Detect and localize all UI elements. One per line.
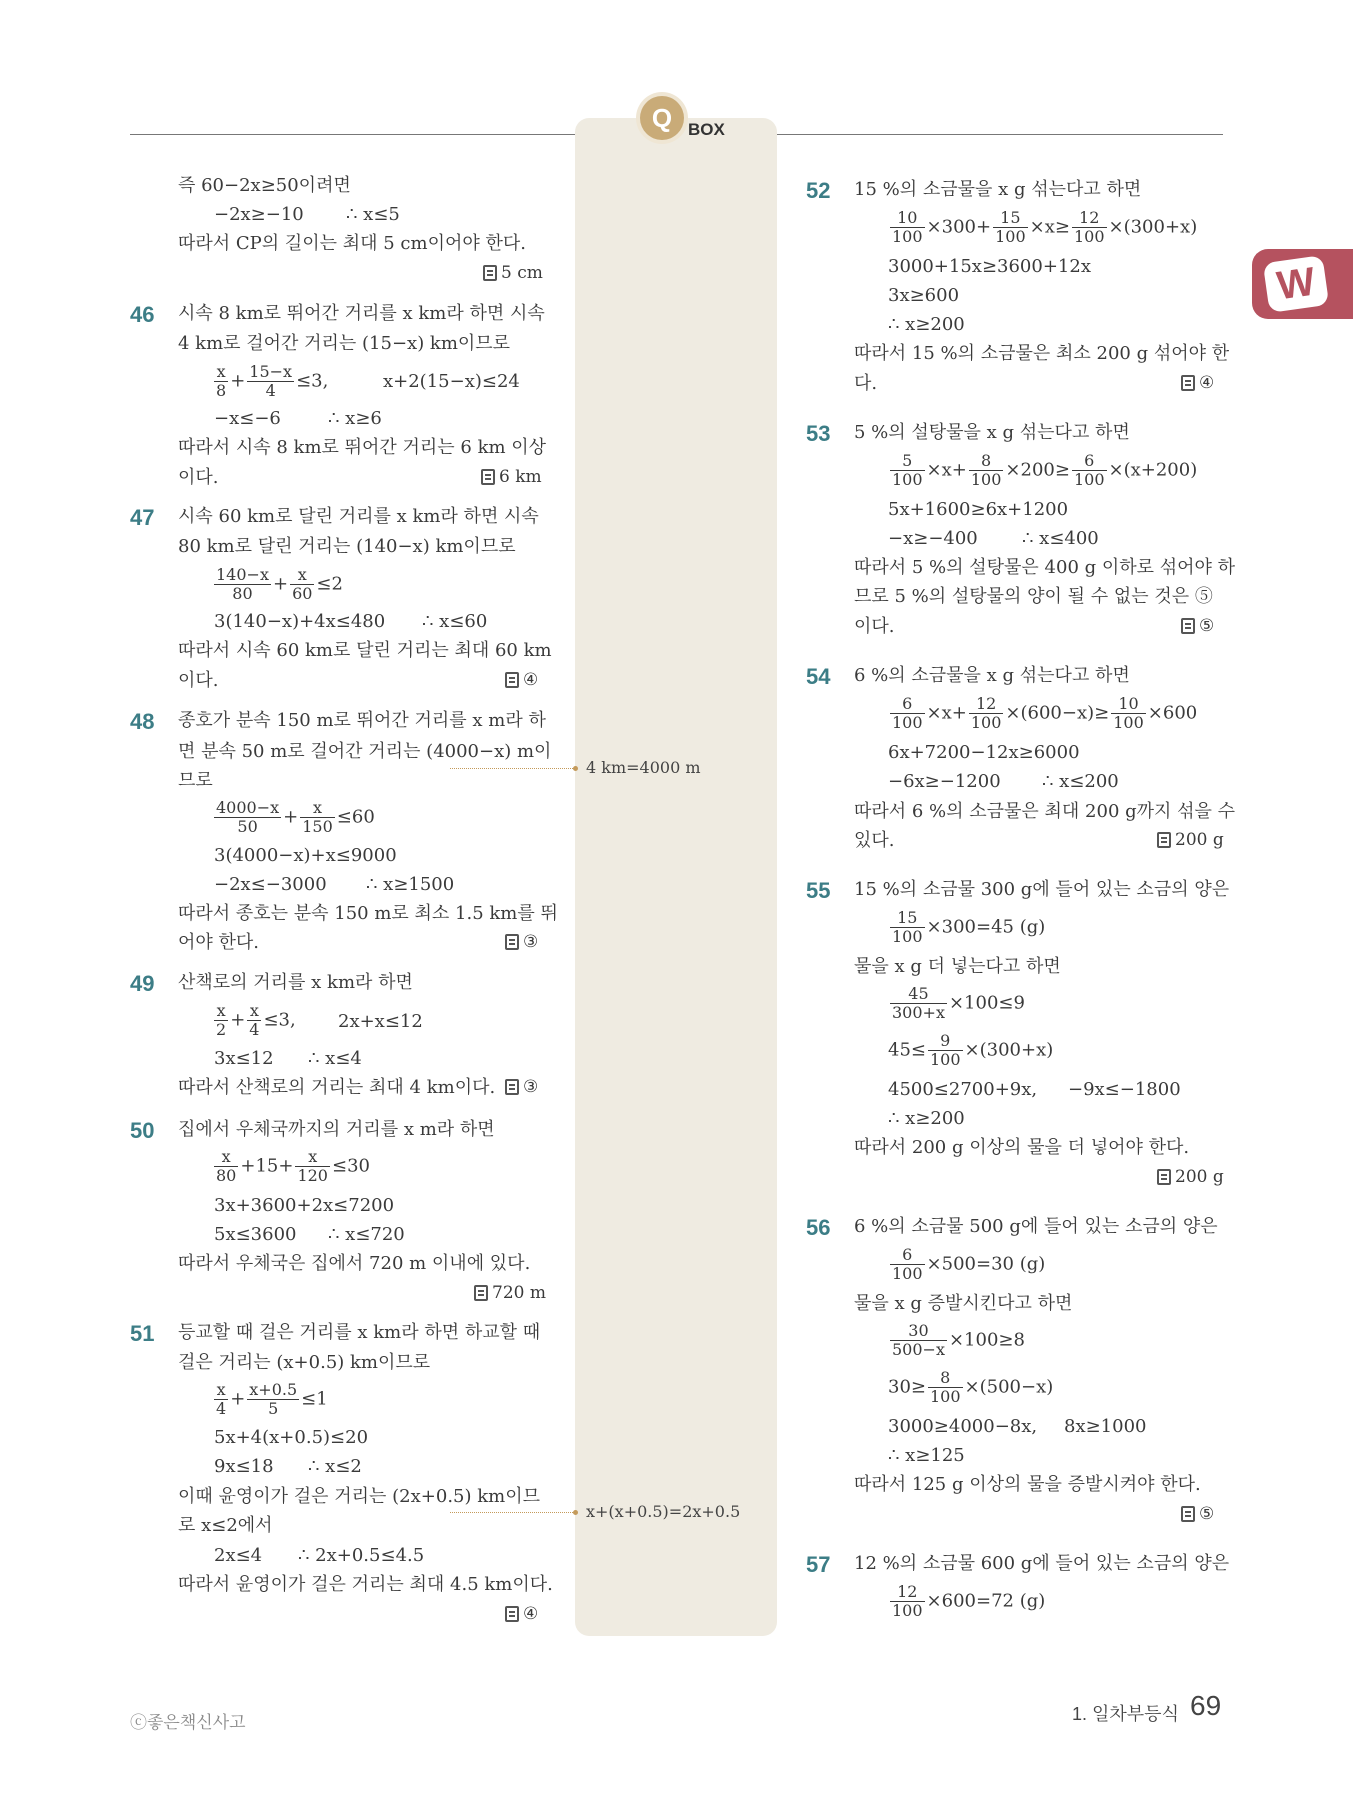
- solution-line: 다.: [854, 373, 878, 394]
- problem-number: 53: [806, 421, 831, 446]
- answer-icon: [505, 934, 519, 950]
- problem-number: 47: [130, 505, 155, 530]
- solution-line: 9x≤18: [214, 1456, 274, 1477]
- answer-text: 6 km: [499, 467, 542, 487]
- note-leader: [450, 1512, 575, 1513]
- answer-icon: [474, 1285, 488, 1301]
- answer: [481, 467, 542, 487]
- fraction-equation: $\frac{30}{500-x}$ ×100≥8: [892, 1321, 1025, 1359]
- solution-line: −9x≤−1800: [1068, 1079, 1181, 1100]
- solution-line: 이다.: [854, 616, 895, 637]
- solution-line: ∴ x≤60: [422, 611, 488, 632]
- problem-number: 56: [806, 1215, 831, 1240]
- fraction-equation: $\frac{10}{100}$ ×300+ $\frac{15}{100}$ ×x≥ $\frac{12}{100}$ ×(300+x): [892, 208, 1198, 246]
- solution-line: 종호가 분속 150 m로 뛰어간 거리를 x m라 하: [178, 710, 546, 731]
- fraction-equation: $\frac{x}{80}$ +15+ $\frac{x}{120}$ ≤30: [216, 1147, 370, 1185]
- problem-number: 54: [806, 664, 831, 689]
- solution-line: −x≤−6: [214, 408, 281, 429]
- solution-line: 5x+4(x+0.5)≤20: [214, 1427, 369, 1448]
- fraction-equation: $\frac{6}{100}$ ×x+ $\frac{12}{100}$ ×(600−x)≥ $\frac{10}{100}$ ×600: [892, 694, 1198, 732]
- fraction-equation: 30≥ $\frac{8}{100}$ ×(500−x): [888, 1368, 1054, 1406]
- solution-line: 이다.: [178, 467, 219, 488]
- answer-icon: [1181, 1506, 1195, 1522]
- solution-line: 있다.: [854, 830, 895, 851]
- problem-number: 51: [130, 1321, 155, 1346]
- note-leader: [450, 768, 575, 769]
- answer-text: 200 g: [1175, 830, 1224, 850]
- solution-line: ∴ x≥125: [888, 1445, 965, 1466]
- answer-icon: [1157, 1169, 1171, 1185]
- section-tab: [1252, 249, 1353, 319]
- chapter-title: 1. 일차부등식: [1072, 1704, 1179, 1724]
- solution-line: 6 %의 소금물을 x g 섞는다고 하면: [854, 665, 1130, 686]
- answer-text: ④: [523, 670, 539, 690]
- solution-line: 따라서 125 g 이상의 물을 증발시켜야 한다.: [854, 1474, 1201, 1495]
- solution-line: ∴ 2x+0.5≤4.5: [298, 1545, 425, 1566]
- answer: [1181, 1504, 1214, 1524]
- solution-line: 3(4000−x)+x≤9000: [214, 845, 397, 866]
- solution-line: ∴ x≤400: [1022, 528, 1099, 549]
- solution-line: −x≥−400: [888, 528, 978, 549]
- problem-number: 52: [806, 178, 831, 203]
- solution-line: 3(140−x)+4x≤480: [214, 611, 386, 632]
- answer: [1157, 830, 1224, 850]
- problem-number: 49: [130, 971, 155, 996]
- solution-line: 따라서 6 %의 소금물은 최대 200 g까지 섞을 수: [854, 801, 1236, 822]
- solution-line: 시속 8 km로 뛰어간 거리를 x km라 하면 시속: [178, 303, 545, 324]
- solution-line: −2x≥−10: [214, 204, 304, 225]
- fraction-equation: 45≤ $\frac{9}{100}$ ×(300+x): [888, 1031, 1054, 1069]
- qbox-note: 4 km=4000 m: [586, 758, 701, 777]
- qbox-column: [575, 118, 777, 1636]
- solution-line: 6 %의 소금물 500 g에 들어 있는 소금의 양은: [854, 1216, 1218, 1237]
- solution-line: 따라서 종호는 분속 150 m로 최소 1.5 km를 뛰: [178, 903, 558, 924]
- solution-line: −2x≤−3000: [214, 874, 327, 895]
- problem-number: 57: [806, 1552, 831, 1577]
- answer-icon: [1181, 618, 1195, 634]
- solution-line: 이때 윤영이가 걸은 거리는 (2x+0.5) km이므: [178, 1486, 540, 1507]
- solution-line: ∴ x≥6: [328, 408, 382, 429]
- solution-line: ∴ x≥1500: [366, 874, 455, 895]
- solution-line: 로 x≤2에서: [178, 1515, 273, 1536]
- solution-line: 따라서 15 %의 소금물은 최소 200 g 섞어야 한: [854, 343, 1230, 364]
- fraction-equation: $\frac{x}{8}$ + $\frac{15-x}{4}$ ≤3,: [216, 362, 329, 400]
- solution-line: 시속 60 km로 달린 거리를 x km라 하면 시속: [178, 506, 539, 527]
- solution-line: 3000+15x≥3600+12x: [888, 256, 1091, 277]
- top-rule-right: [777, 134, 1223, 135]
- answer-icon: [505, 1079, 519, 1095]
- answer-icon: [1157, 832, 1171, 848]
- solution-line: 5x≤3600: [214, 1224, 297, 1245]
- answer-text: 200 g: [1175, 1167, 1224, 1187]
- solution-line: 므로: [178, 770, 213, 791]
- top-rule-left: [130, 134, 575, 135]
- problem-number: 46: [130, 302, 155, 327]
- solution-line: 5x+1600≥6x+1200: [888, 499, 1069, 520]
- solution-line: 따라서 200 g 이상의 물을 더 넣어야 한다.: [854, 1137, 1190, 1158]
- solution-line: 물을 x g 더 넣는다고 하면: [854, 956, 1061, 977]
- solution-line: ∴ x≤720: [328, 1224, 405, 1245]
- solution-line: x+2(15−x)≤24: [383, 371, 520, 392]
- solution-line: 등교할 때 걸은 거리를 x km라 하면 하교할 때: [178, 1322, 541, 1343]
- solution-line: 15 %의 소금물을 x g 섞는다고 하면: [854, 179, 1142, 200]
- solution-line: 걸은 거리는 (x+0.5) km이므로: [178, 1352, 431, 1373]
- solution-line: 3x≥600: [888, 285, 960, 306]
- answer: [1181, 616, 1214, 636]
- answer-text: ③: [523, 1077, 539, 1097]
- note-bullet: [573, 1510, 578, 1515]
- qbox-label: BOX: [688, 120, 725, 139]
- solution-line: 이다.: [178, 670, 219, 691]
- solution-line: 2x+x≤12: [338, 1011, 423, 1032]
- answer-text: 5 cm: [501, 263, 543, 283]
- solution-line: 따라서 윤영이가 걸은 거리는 최대 4.5 km이다.: [178, 1574, 553, 1595]
- solution-line: 4500≤2700+9x,: [888, 1079, 1038, 1100]
- answer-text: ⑤: [1199, 1504, 1215, 1524]
- solution-line: 즉 60−2x≥50이려면: [178, 175, 351, 196]
- solution-line: 므로 5 %의 설탕물의 양이 될 수 없는 것은 ⑤: [854, 586, 1213, 607]
- fraction-equation: $\frac{x}{2}$ + $\frac{x}{4}$ ≤3,: [216, 1001, 296, 1039]
- solution-line: 어야 한다.: [178, 932, 259, 953]
- solution-line: ∴ x≤2: [308, 1456, 362, 1477]
- answer-icon: [505, 1606, 519, 1622]
- solution-line: 8x≥1000: [1064, 1416, 1147, 1437]
- solution-line: ∴ x≥200: [888, 314, 965, 335]
- problem-number: 50: [130, 1118, 155, 1143]
- answer: [483, 263, 543, 283]
- answer-text: 720 m: [492, 1283, 546, 1303]
- answer: [474, 1283, 546, 1303]
- solution-line: −6x≥−1200: [888, 771, 1001, 792]
- solution-line: 15 %의 소금물 300 g에 들어 있는 소금의 양은: [854, 879, 1230, 900]
- solution-line: 면 분속 50 m로 걸어간 거리는 (4000−x) m이: [178, 741, 552, 762]
- note-bullet: [573, 766, 578, 771]
- problem-number: 55: [806, 878, 831, 903]
- answer-icon: [483, 265, 497, 281]
- answer: [505, 932, 538, 952]
- solution-line: 2x≤4: [214, 1545, 263, 1566]
- answer-text: ⑤: [1199, 616, 1215, 636]
- fraction-equation: $\frac{6}{100}$ ×500=30 (g): [892, 1245, 1046, 1283]
- solution-line: 4 km로 걸어간 거리는 (15−x) km이므로: [178, 333, 511, 354]
- solution-line: 따라서 CP의 길이는 최대 5 cm이어야 한다.: [178, 233, 526, 254]
- w-logo-icon: W: [1263, 255, 1329, 313]
- solution-line: 따라서 우체국은 집에서 720 m 이내에 있다.: [178, 1253, 531, 1274]
- solution-line: 산책로의 거리를 x km라 하면: [178, 972, 413, 993]
- answer-text: ④: [1199, 373, 1215, 393]
- answer: [1181, 373, 1214, 393]
- solution-line: 3x+3600+2x≤7200: [214, 1195, 395, 1216]
- solution-line: 5 %의 설탕물을 x g 섞는다고 하면: [854, 422, 1130, 443]
- fraction-equation: $\frac{15}{100}$ ×300=45 (g): [892, 908, 1046, 946]
- solution-line: 따라서 시속 8 km로 뛰어간 거리는 6 km 이상: [178, 437, 547, 458]
- answer: [1157, 1167, 1224, 1187]
- answer-text: ④: [523, 1604, 539, 1624]
- answer-text: ③: [523, 932, 539, 952]
- solution-line: ∴ x≤5: [346, 204, 400, 225]
- solution-line: 3x≤12: [214, 1048, 274, 1069]
- page-number: 69: [1190, 1690, 1222, 1721]
- fraction-equation: $\frac{45}{300+x}$ ×100≤9: [892, 984, 1025, 1022]
- answer: [505, 1077, 538, 1097]
- fraction-equation: $\frac{4000-x}{50}$ + $\frac{x}{150}$ ≤60: [216, 798, 375, 836]
- solution-line: ∴ x≥200: [888, 1108, 965, 1129]
- answer: [505, 670, 538, 690]
- answer-icon: [1181, 375, 1195, 391]
- solution-line: 따라서 시속 60 km로 달린 거리는 최대 60 km: [178, 640, 552, 661]
- answer-icon: [505, 672, 519, 688]
- solution-line: 80 km로 달린 거리는 (140−x) km이므로: [178, 536, 516, 557]
- answer-icon: [481, 469, 495, 485]
- solution-line: 6x+7200−12x≥6000: [888, 742, 1080, 763]
- copyright-text: ⓒ좋은책신사고: [130, 1713, 246, 1732]
- solution-line: 따라서 산책로의 거리는 최대 4 km이다.: [178, 1077, 496, 1098]
- fraction-equation: $\frac{140-x}{80}$ + $\frac{x}{60}$ ≤2: [216, 565, 343, 603]
- answer: [505, 1604, 538, 1624]
- solution-line: 12 %의 소금물 600 g에 들어 있는 소금의 양은: [854, 1553, 1230, 1574]
- qbox-note: x+(x+0.5)=2x+0.5: [586, 1502, 741, 1521]
- fraction-equation: $\frac{5}{100}$ ×x+ $\frac{8}{100}$ ×200≥ $\frac{6}{100}$ ×(x+200): [892, 451, 1198, 489]
- fraction-equation: $\frac{x}{4}$ + $\frac{x+0.5}{5}$ ≤1: [216, 1380, 328, 1418]
- solution-line: 물을 x g 증발시킨다고 하면: [854, 1293, 1073, 1314]
- problem-number: 48: [130, 709, 155, 734]
- solution-line: 집에서 우체국까지의 거리를 x m라 하면: [178, 1119, 495, 1140]
- solution-line: ∴ x≤4: [308, 1048, 362, 1069]
- solution-line: 따라서 5 %의 설탕물은 400 g 이하로 섞어야 하: [854, 557, 1236, 578]
- fraction-equation: $\frac{12}{100}$ ×600=72 (g): [892, 1582, 1046, 1620]
- solution-line: ∴ x≤200: [1042, 771, 1119, 792]
- solution-line: 3000≥4000−8x,: [888, 1416, 1038, 1437]
- qbox-logo-icon: Q: [640, 96, 684, 140]
